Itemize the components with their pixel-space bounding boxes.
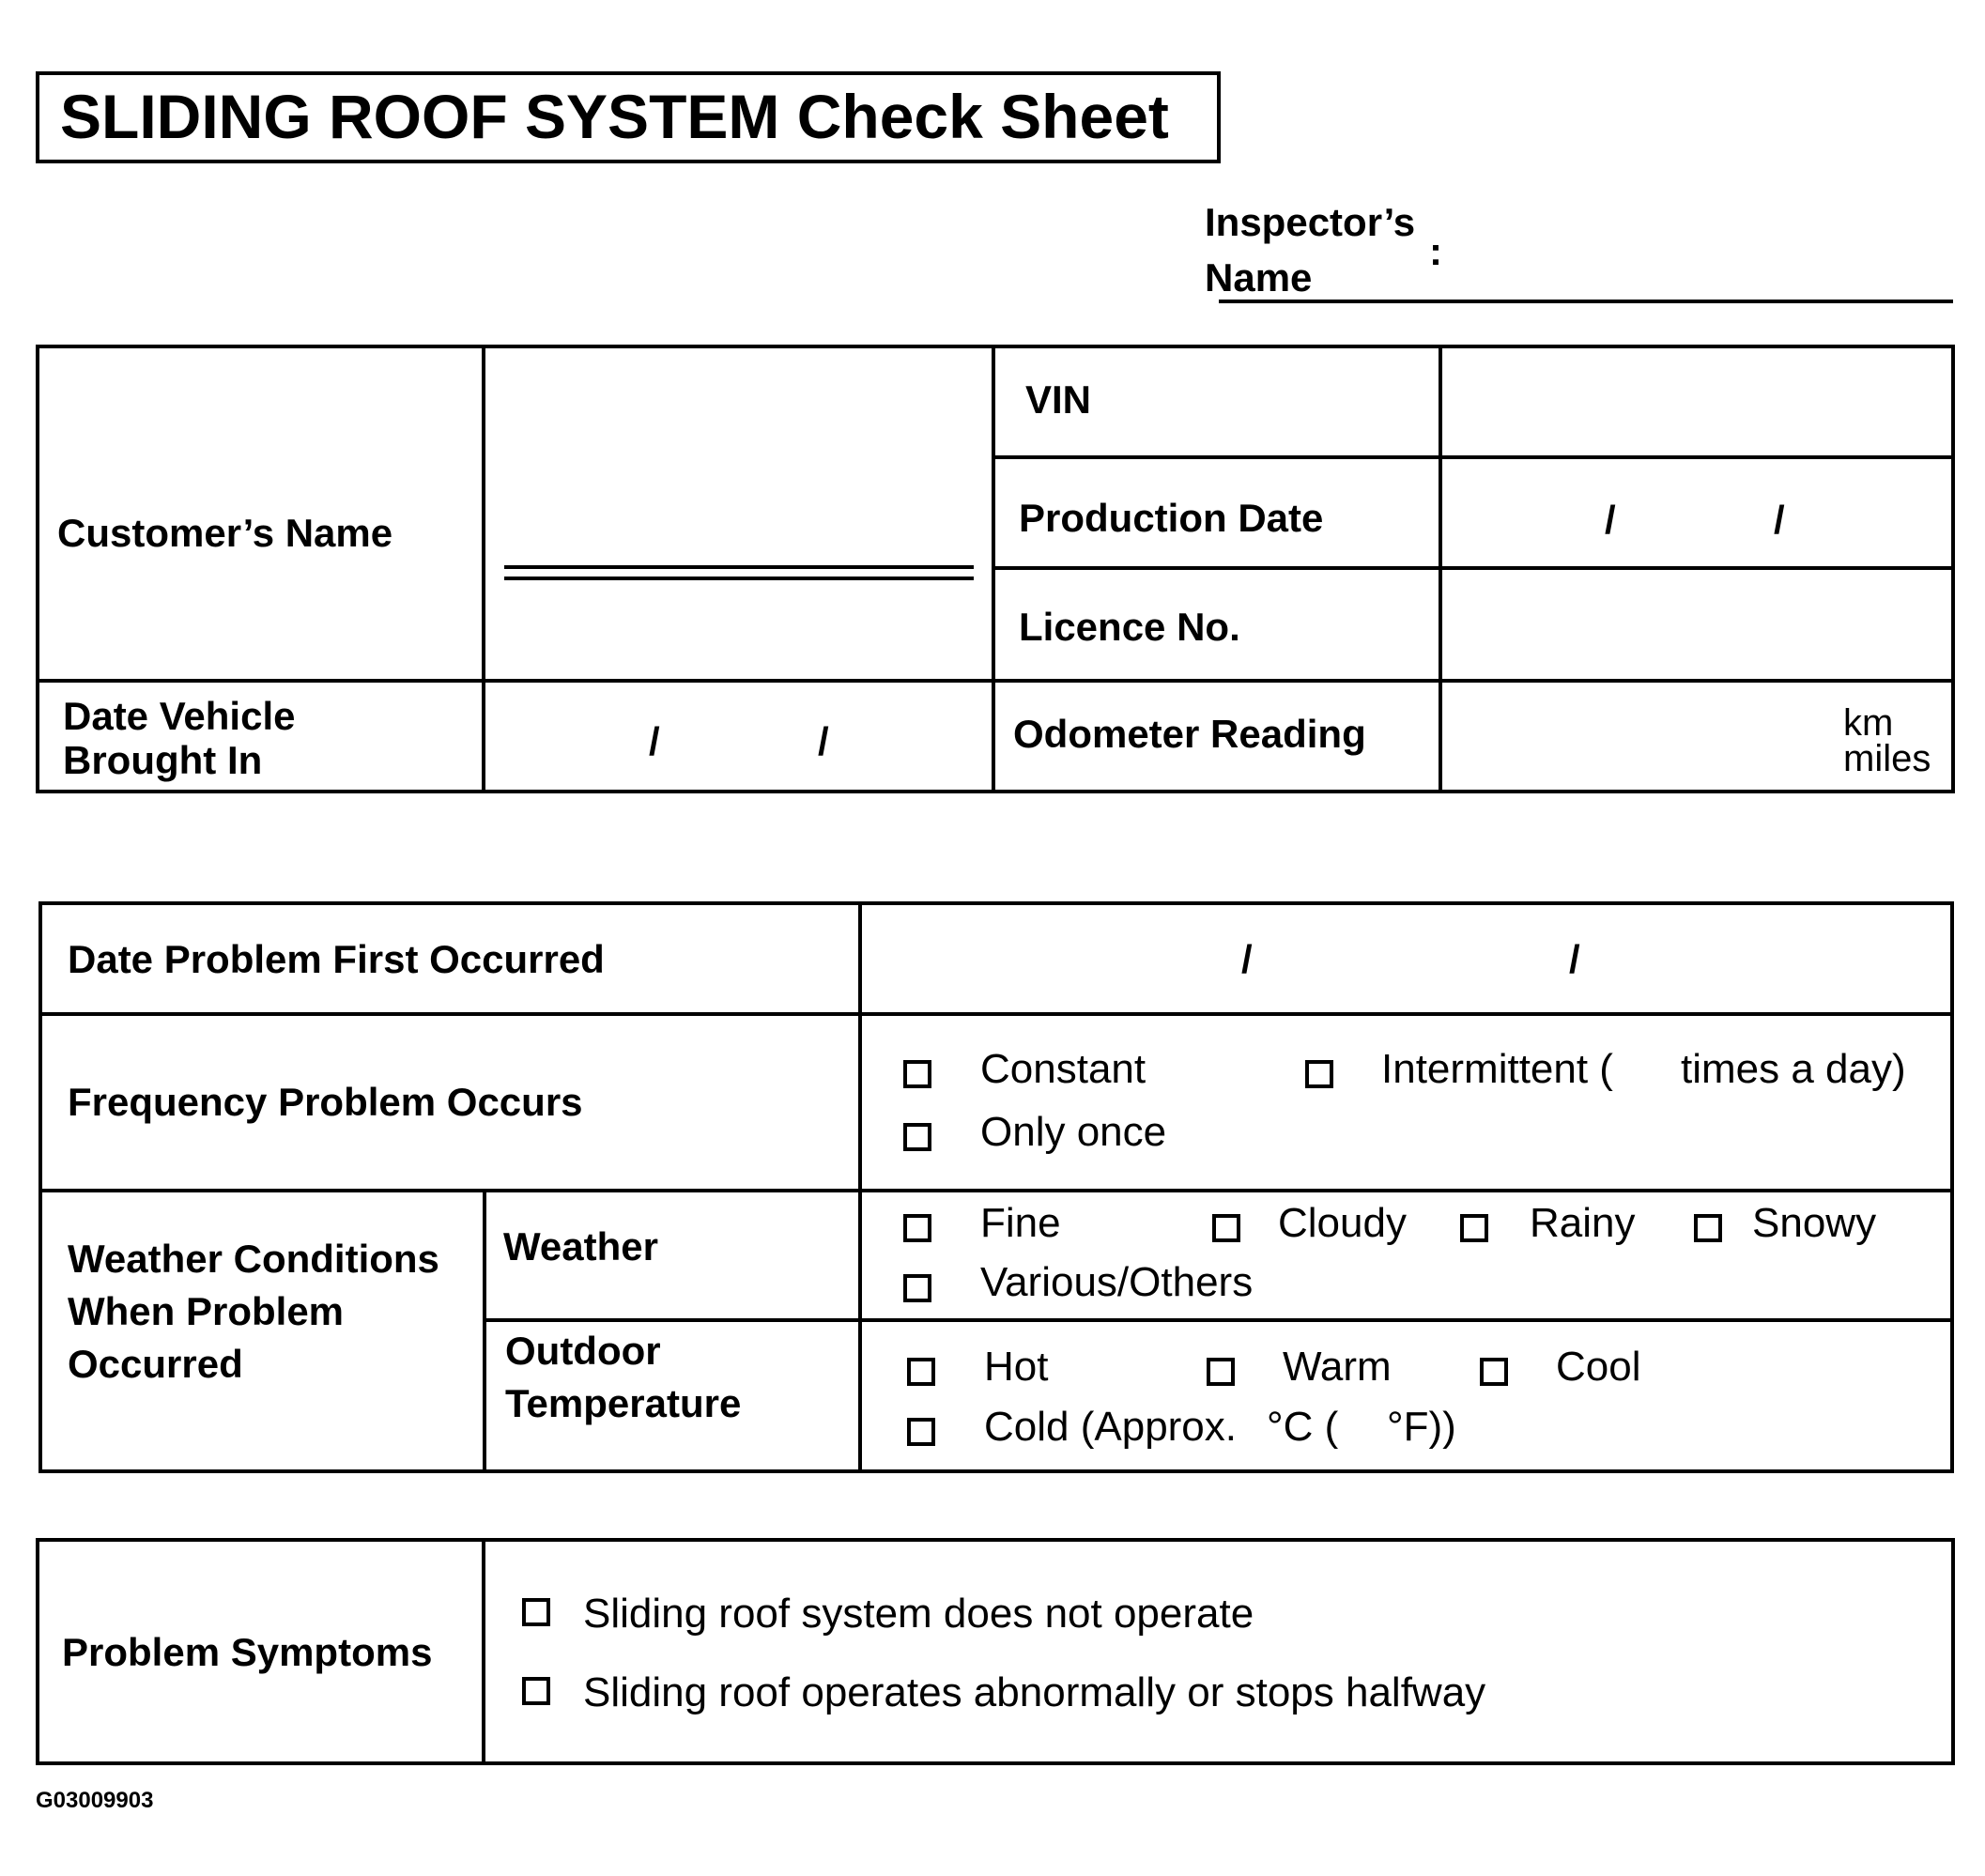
weather-conditions-label-line2: When Problem (68, 1289, 345, 1333)
odometer-unit-km: km (1843, 702, 1894, 744)
date-brought-sep-1: / (649, 719, 660, 763)
odometer-unit-miles: miles (1843, 738, 1931, 779)
date-brought-label-line2: Brought In (63, 738, 263, 782)
date-brought-sep-2: / (818, 719, 829, 763)
intermittent-option: Intermittent ( (1381, 1046, 1613, 1092)
page-title: SLIDING ROOF SYSTEM Check Sheet (60, 82, 1169, 151)
customer-name-label: Customer’s Name (57, 511, 393, 555)
cold-option: Cold (Approx. (984, 1404, 1238, 1450)
inspector-colon: : (1429, 229, 1442, 273)
snowy-option: Snowy (1752, 1200, 1877, 1246)
only-once-checkbox[interactable] (903, 1123, 931, 1151)
weather-label: Weather (503, 1224, 658, 1269)
constant-option: Constant (980, 1046, 1146, 1092)
symptom-1-checkbox[interactable] (522, 1598, 550, 1626)
symptom-2-option: Sliding roof operates abnormally or stops halfway (583, 1669, 1486, 1715)
first-occurred-sep-1: / (1241, 937, 1253, 981)
celsius-unit: °C ( (1267, 1404, 1339, 1450)
various-checkbox[interactable] (903, 1274, 931, 1302)
fine-checkbox[interactable] (903, 1214, 931, 1242)
date-first-occurred-label: Date Problem First Occurred (68, 937, 605, 981)
weather-conditions-label-line3: Occurred (68, 1342, 243, 1386)
inspector-label-line2: Name (1205, 255, 1313, 300)
cold-checkbox[interactable] (907, 1418, 935, 1446)
first-occurred-sep-2: / (1569, 937, 1580, 981)
outdoor-temperature-label-line1: Outdoor (505, 1329, 661, 1373)
vin-label: VIN (1025, 377, 1092, 422)
times-a-day-text: times a day) (1681, 1046, 1906, 1092)
licence-field[interactable] (1444, 572, 1951, 677)
frequency-label: Frequency Problem Occurs (68, 1080, 583, 1124)
hot-option: Hot (984, 1344, 1049, 1390)
weather-conditions-label-line1: Weather Conditions (68, 1237, 439, 1281)
production-date-label: Production Date (1019, 496, 1324, 540)
cool-checkbox[interactable] (1480, 1358, 1508, 1386)
intermittent-checkbox[interactable] (1305, 1060, 1333, 1088)
date-brought-label-line1: Date Vehicle (63, 694, 296, 738)
only-once-option: Only once (980, 1109, 1167, 1155)
inspector-label-line1: Inspector’s (1205, 200, 1416, 244)
outdoor-temperature-label-line2: Temperature (505, 1381, 742, 1425)
symptom-2-checkbox[interactable] (522, 1677, 550, 1705)
symptom-1-option: Sliding roof system does not operate (583, 1591, 1254, 1637)
figure-id: G03009903 (36, 1788, 154, 1813)
cloudy-checkbox[interactable] (1212, 1214, 1240, 1242)
customer-name-field[interactable] (504, 565, 974, 569)
rainy-checkbox[interactable] (1460, 1214, 1488, 1242)
warm-checkbox[interactable] (1207, 1358, 1235, 1386)
cloudy-option: Cloudy (1278, 1200, 1407, 1246)
production-date-sep-1: / (1605, 498, 1616, 542)
fahrenheit-unit: °F)) (1387, 1404, 1456, 1450)
snowy-checkbox[interactable] (1694, 1214, 1722, 1242)
problem-symptoms-label: Problem Symptoms (62, 1630, 433, 1674)
hot-checkbox[interactable] (907, 1358, 935, 1386)
cool-option: Cool (1556, 1344, 1641, 1390)
odometer-label: Odometer Reading (1013, 712, 1366, 756)
vin-field[interactable] (1444, 350, 1951, 454)
production-date-sep-2: / (1774, 498, 1785, 542)
inspector-name-field[interactable] (1219, 300, 1953, 303)
various-option: Various/Others (980, 1259, 1254, 1305)
rainy-option: Rainy (1530, 1200, 1636, 1246)
constant-checkbox[interactable] (903, 1060, 931, 1088)
licence-label: Licence No. (1019, 605, 1240, 649)
warm-option: Warm (1283, 1344, 1392, 1390)
fine-option: Fine (980, 1200, 1061, 1246)
